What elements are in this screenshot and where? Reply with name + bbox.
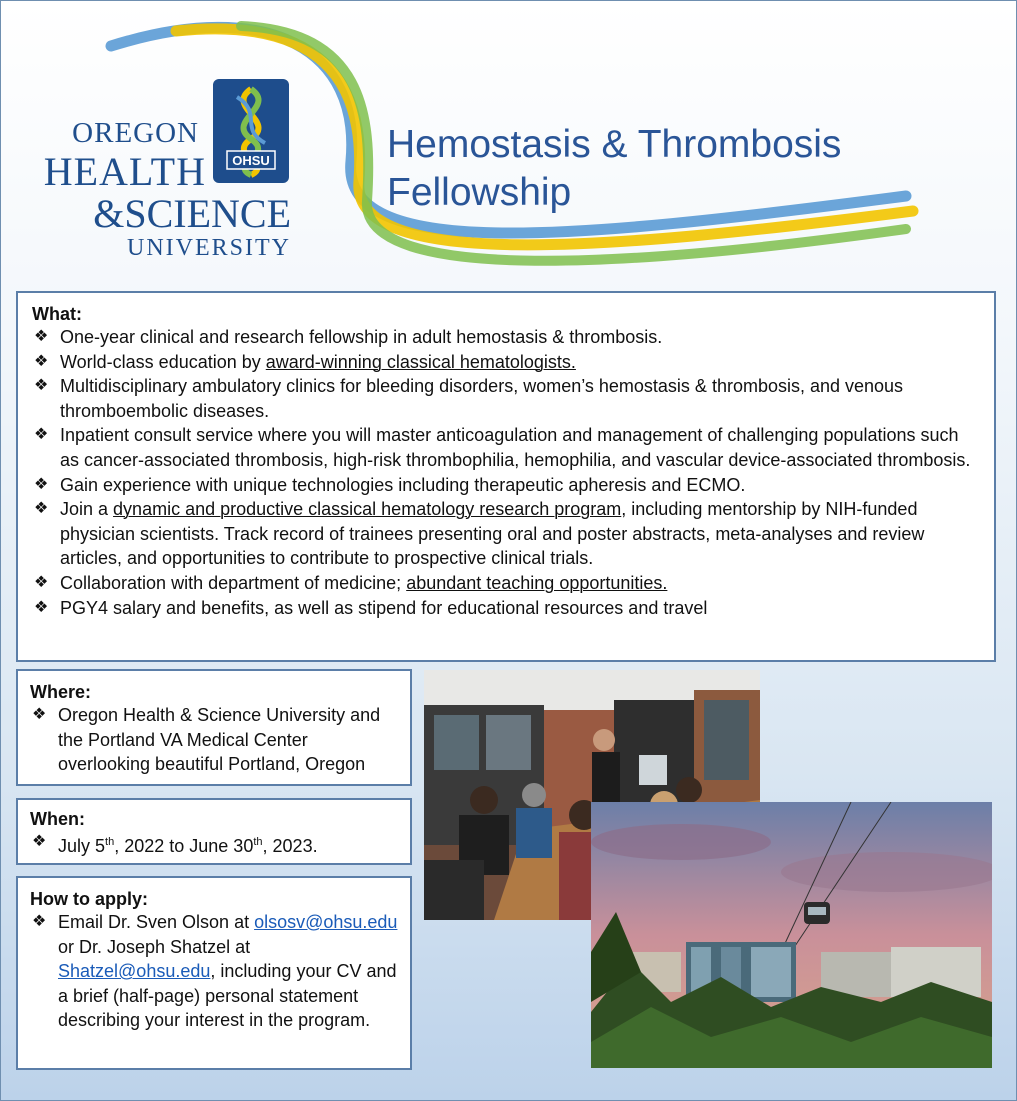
- logo-badge-text: OHSU: [232, 153, 270, 168]
- diamond-bullet-icon: ❖: [32, 833, 47, 850]
- where-heading: Where:: [30, 682, 92, 702]
- apply-section: [16, 876, 412, 1070]
- list-item: ❖ Join a dynamic and productive classical hematology research program, including mentorship by NIH-funded physician scientists. Track record of trainees presenting oral and poster abstracts, meta-analyses and review articles, and opportunities to contribute to prospective clinical trials.: [34, 499, 925, 569]
- list-item: ❖ Gain experience with unique technologies including therapeutic apheresis and ECMO.: [32, 473, 980, 498]
- portland-tram-photo: [591, 802, 992, 1068]
- award-winning-link[interactable]: award-winning classical hematologists.: [265, 351, 576, 372]
- logo-line-oregon: OREGON: [72, 117, 199, 149]
- list-item: ❖ Email Dr. Sven Olson at olsosv@ohsu.edu or Dr. Joseph Shatzel at Shatzel@ohsu.edu, including your CV and a brief (half-page) personal statement describing your interest in the program.: [32, 912, 398, 1031]
- diamond-bullet-icon: ❖: [34, 500, 49, 518]
- list-item: ❖ Multidisciplinary ambulatory clinics for bleeding disorders, women’s hemostasis & thrombosis, and venous thromboembolic diseases.: [34, 376, 904, 421]
- page-title: [387, 121, 841, 217]
- what-list: [32, 325, 980, 620]
- what-heading: What:: [32, 304, 82, 324]
- diamond-bullet-icon: ❖: [32, 706, 47, 723]
- list-item: ❖ Oregon Health & Science University and the Portland VA Medical Center overlooking beautiful Portland, Oregon: [32, 705, 381, 775]
- when-heading: When:: [30, 809, 85, 829]
- diamond-bullet-icon: ❖: [34, 328, 49, 345]
- research-program-link[interactable]: dynamic and productive classical hematology research program: [113, 499, 622, 520]
- list-item: ❖ July 5th, 2022 to June 30th, 2023.: [30, 830, 398, 859]
- email-link-shatzel[interactable]: Shatzel@ohsu.edu: [58, 961, 211, 982]
- diamond-bullet-icon: ❖: [34, 352, 49, 370]
- teaching-opportunities-link[interactable]: abundant teaching opportunities.: [406, 572, 668, 593]
- diamond-bullet-icon: ❖: [32, 913, 47, 930]
- title-line-2: Fellowship: [387, 171, 572, 214]
- diamond-bullet-icon: ❖: [34, 598, 49, 616]
- apply-heading: How to apply:: [30, 889, 148, 909]
- diamond-bullet-icon: ❖: [34, 426, 49, 444]
- university-logo-text: [41, 119, 291, 260]
- list-item: ❖ PGY4 salary and benefits, as well as stipend for educational resources and travel: [32, 596, 980, 621]
- logo-line-university: UNIVERSITY: [127, 235, 291, 261]
- diamond-bullet-icon: ❖: [34, 377, 49, 395]
- title-line-1: Hemostasis & Thrombosis: [387, 123, 842, 166]
- list-item: ❖ One-year clinical and research fellowship in adult hemostasis & thrombosis.: [32, 325, 980, 350]
- list-item: ❖ World-class education by award-winning classical hematologists.: [32, 350, 980, 375]
- logo-line-science: &SCIENCE: [93, 191, 291, 236]
- diamond-bullet-icon: ❖: [34, 475, 49, 493]
- when-section: [16, 798, 412, 865]
- logo-line-health: HEALTH: [43, 149, 206, 194]
- list-item: ❖ Collaboration with department of medicine; abundant teaching opportunities.: [32, 571, 980, 596]
- diamond-bullet-icon: ❖: [34, 573, 49, 591]
- email-link-olson[interactable]: olsosv@ohsu.edu: [254, 912, 398, 932]
- where-section: [16, 669, 412, 786]
- list-item: ❖ Inpatient consult service where you will master anticoagulation and management of challenging populations such as cancer-associated thrombosis, high-risk thrombophilia, hemophilia, and vascular device-associated thrombosis.: [34, 425, 971, 470]
- what-section: [16, 291, 996, 662]
